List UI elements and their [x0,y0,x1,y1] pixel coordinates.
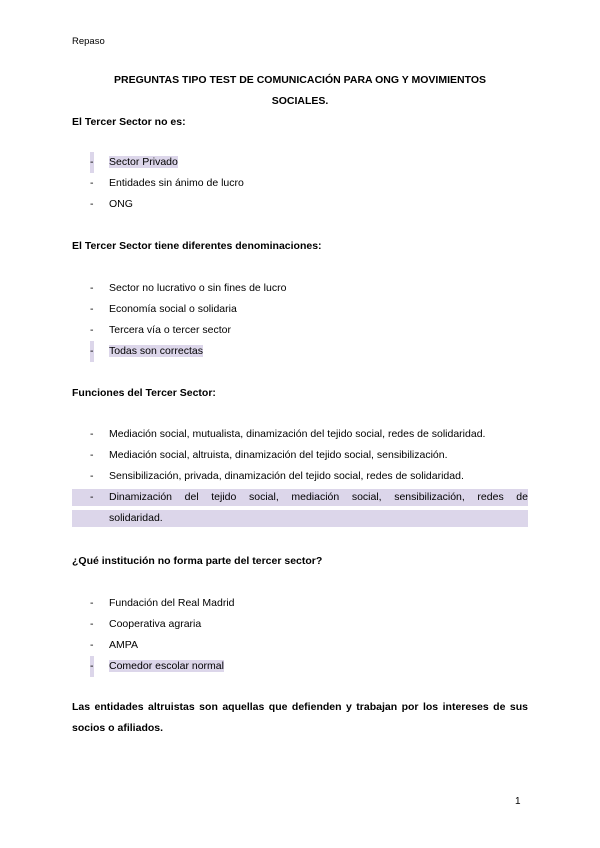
page-number: 1 [515,796,521,807]
list-dash: - [90,656,94,677]
list-dash: - [90,341,94,362]
question-4-options [72,593,528,677]
option-text: Cooperativa agraria [109,618,202,630]
option-text: Dinamización del tejido social, mediación social, sensibilización, redes de solidaridad. [109,491,528,524]
question-3-options [72,424,528,529]
option-text: Tercera vía o tercer sector [109,324,231,336]
title-line-2: SOCIALES. [271,95,329,107]
option-q2-b [72,299,528,320]
list-dash: - [90,152,94,173]
option-q4-b [72,614,528,635]
question-4: ¿Qué institución no forma parte del tercer sector? [72,555,323,567]
option-q1-b [72,173,528,194]
option-text: Fundación del Real Madrid [109,597,235,609]
list-dash: - [90,324,94,336]
option-q3-d [72,487,528,529]
option-q1-a [72,152,528,173]
list-dash: - [90,303,94,315]
option-text: Sector Privado [109,156,178,168]
list-dash: - [90,470,94,482]
page-header: Repaso [72,36,105,47]
list-dash: - [90,177,94,189]
question-2-options [72,278,528,362]
option-text: Economía social o solidaria [109,303,237,315]
option-text: Mediación social, mutualista, dinamización del tejido social, redes de solidaridad. [109,428,486,440]
option-q1-c [72,194,528,215]
question-2: El Tercer Sector tiene diferentes denominaciones: [72,240,322,252]
option-text: Sensibilización, privada, dinamización del tejido social, redes de solidaridad. [109,470,464,482]
list-dash: - [90,639,94,651]
document-title [72,70,528,112]
option-q2-a [72,278,528,299]
option-text: Todas son correctas [109,345,203,357]
option-q3-c [72,466,528,487]
title-line-1: PREGUNTAS TIPO TEST DE COMUNICACIÓN PARA ONG Y MOVIMIENTOS [113,74,486,86]
option-q2-c [72,320,528,341]
question-1-options [72,152,528,215]
option-q3-a [72,424,528,445]
option-text: AMPA [109,639,138,651]
list-dash: - [90,282,94,294]
list-dash: - [90,618,94,630]
question-3: Funciones del Tercer Sector: [72,387,216,399]
option-q3-b [72,445,528,466]
option-q4-c [72,635,528,656]
list-dash: - [90,428,94,440]
option-q2-d [72,341,528,362]
question-1: El Tercer Sector no es: [72,116,186,128]
list-dash: - [90,198,94,210]
option-q4-d [72,656,528,677]
option-q4-a [72,593,528,614]
question-5: Las entidades altruistas son aquellas que defienden y trabajan por los intereses de sus socios o afiliados. [72,701,528,734]
option-text: Mediación social, altruista, dinamización del tejido social, sensibilización. [109,449,448,461]
option-text: Sector no lucrativo o sin fines de lucro [109,282,287,294]
option-text: Comedor escolar normal [109,660,224,672]
list-dash: - [90,491,94,503]
list-dash: - [90,597,94,609]
option-text: Entidades sin ánimo de lucro [109,177,244,189]
list-dash: - [90,449,94,461]
option-text: ONG [109,198,133,210]
